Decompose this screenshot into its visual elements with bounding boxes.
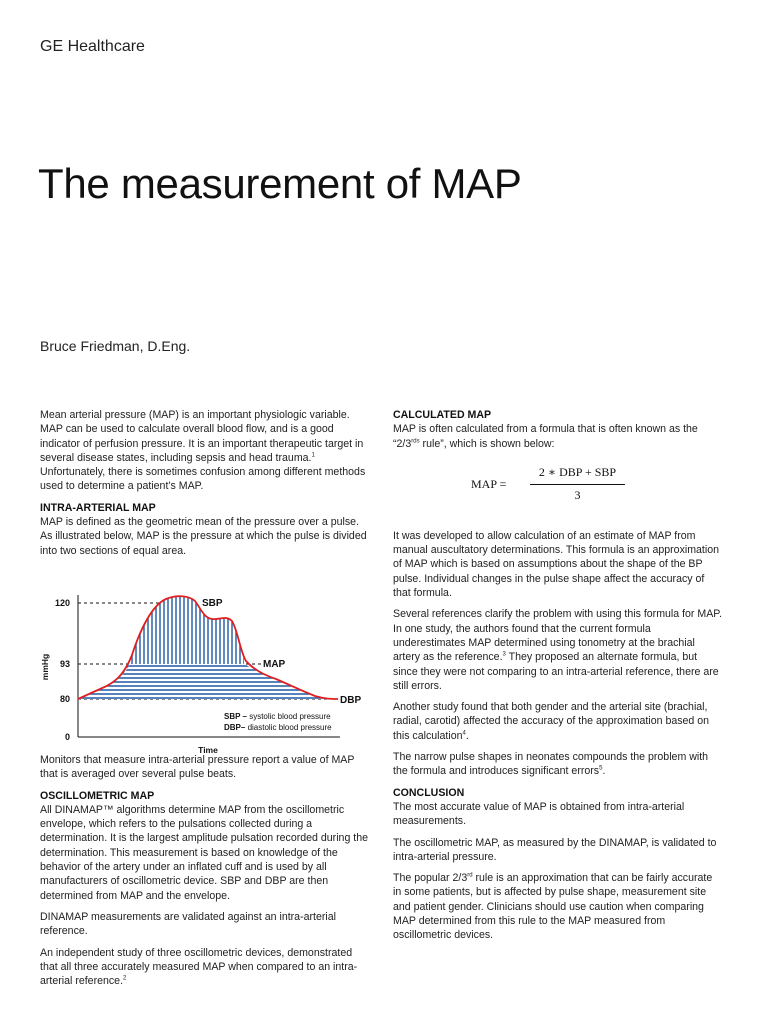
intro-paragraph: Mean arterial pressure (MAP) is an important physiologic variable. MAP can be used to calculate overall blood flow, and is a good indicator of perfusion pressure. It is an important therapeutic target in several disease states, including sepsis and head trauma.$^1$ Unfortunately, there is sometimes confusion among different methods used to determine a patient’s MAP. <box>40 409 366 493</box>
intra-arterial-heading: INTRA-ARTERIAL MAP <box>40 501 156 514</box>
right-column <box>393 408 723 950</box>
developed-text: It was developed to allow calculation of an estimate of MAP from manual auscultatory determinations. This formula is an approximation of MAP which is based on assumptions about the shape of the BP pulse. Individual changes in the pulse shape affect the accuracy of that formula. <box>393 529 720 600</box>
neonates-text: The narrow pulse shapes in neonates compounds the problem with the formula and introduces significant errors$^5$. <box>393 751 709 778</box>
gender-study-text: Another study found that both gender and the arterial site (brachial, radial, carotid) affected the accuracy of the approximation based on this calculation$^4$. <box>393 701 710 742</box>
author: Bruce Friedman, D.Eng. <box>40 338 191 354</box>
conclusion-text-1: The most accurate value of MAP is obtained from intra-arterial measurements. <box>393 800 685 828</box>
calculated-heading: CALCULATED MAP <box>393 409 492 421</box>
page-title: The measurement of MAP <box>38 160 522 207</box>
independent-study-text: An independent study of three oscillometric devices, demonstrated that all three accurately measured MAP when compared to an intra-arterial reference.$^2$ <box>40 946 358 988</box>
after-chart-text: Monitors that measure intra-arterial pressure report a value of MAP that is averaged over several pulse beats. <box>40 753 355 781</box>
conclusion-heading: CONCLUSION <box>393 786 465 799</box>
conclusion-text-2: The oscillometric MAP, as measured by the DINAMAP, is validated to intra-arterial pressure. <box>393 836 717 863</box>
x-axis-label: Time <box>198 744 218 755</box>
formula-denominator: 3 <box>574 487 581 502</box>
formula-bar <box>530 484 625 485</box>
conclusion-text-3: The popular 2/3rd rule is an approximation that can be fairly accurate in some patients, but is affected by pulse shape, measurement site and patient gender. Clinicians should use caution when comparing MAP determined from this rule to the MAP measured from oscillometric devices. <box>393 872 713 942</box>
tick-80: 80 <box>59 693 70 704</box>
y-axis-label: mmHg <box>40 653 50 681</box>
references-text: Several references clarify the problem with using this formula for MAP. In one study, the authors found that the current formula underestimates MAP determined using tonometry at the brachial artery as the reference.$^3$ They proposed an alternate formula, but since they were not comparing to an intra-arterial reference, there are still errors. <box>393 608 722 692</box>
pulse-diagram <box>40 565 370 755</box>
validated-text: DINAMAP measurements are validated against an intra-arterial reference. <box>40 910 336 938</box>
legend-dbp: DBP– diastolic blood pressure <box>224 722 332 732</box>
oscillometric-heading: OSCILLOMETRIC MAP <box>40 789 155 802</box>
legend-sbp: SBP – systolic blood pressure <box>224 711 331 721</box>
intra-arterial-text: MAP is defined as the geometric mean of the pressure over a pulse. As illustrated below, MAP is the pressure at which the pulse is divided into two sections of equal area. <box>40 516 367 557</box>
oscillometric-text: All DINAMAP™ algorithms determine MAP from the oscillometric envelope, which refers to the pulsations collected during a determination. It is the largest amplitude pulsation recorded during the determination. This measurement is based on knowledge of the behavior of the artery under an inflated cuff and is used by all manufacturers of oscillometric device. SBP and DBP are then determined from MAP and the envelope. <box>40 803 369 902</box>
brand-name: GE Healthcare <box>40 38 145 55</box>
sbp-label: SBP <box>202 597 223 609</box>
dbp-label: DBP <box>340 694 362 706</box>
calculated-text: MAP is often calculated from a formula that is often known as the “$2/3^{rds}$ rule”, which is shown below: <box>393 423 698 450</box>
lower-area-hatch <box>78 658 340 701</box>
left-column <box>40 408 370 995</box>
tick-0: 0 <box>64 731 70 742</box>
formula-lhs: MAP = <box>471 476 507 491</box>
formula-numerator: 2 ∗ DBP + SBP <box>538 464 617 479</box>
tick-120: 120 <box>54 597 70 608</box>
map-label: MAP <box>263 658 286 670</box>
map-formula <box>393 459 723 515</box>
tick-93: 93 <box>59 658 70 669</box>
